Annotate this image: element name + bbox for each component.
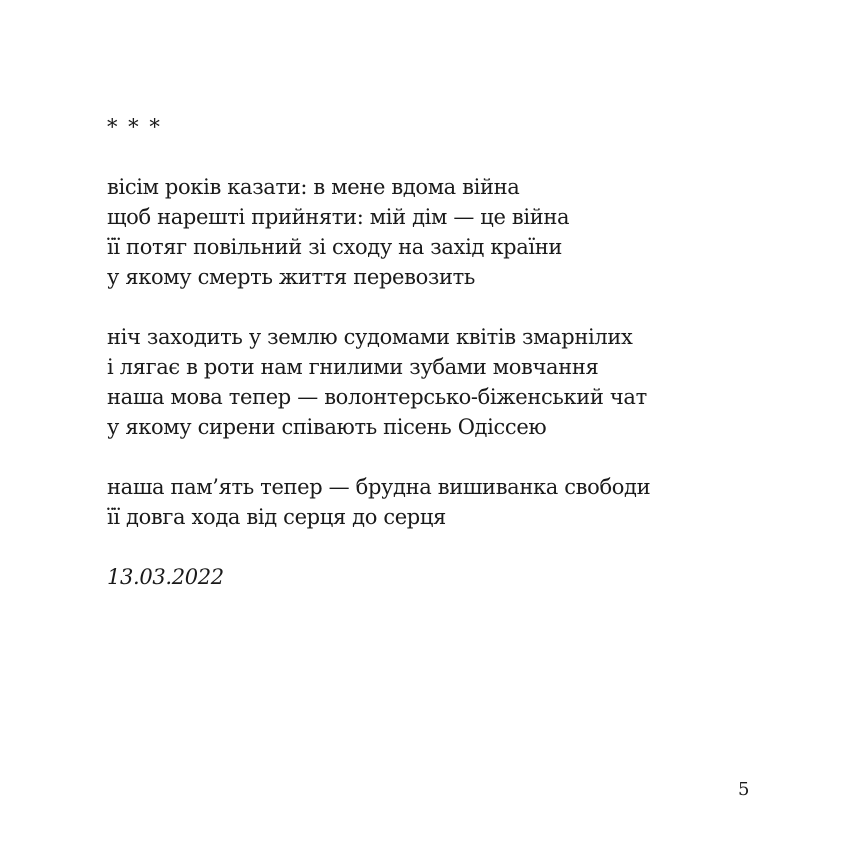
stanza-2 <box>107 322 747 442</box>
poem <box>107 112 747 592</box>
poem-line: у якому смерть життя перевозить <box>107 265 475 289</box>
poem-line: наша пам’ять тепер — брудна вишиванка свободи <box>107 475 651 499</box>
stanza-1 <box>107 172 747 292</box>
stanza-3 <box>107 472 747 532</box>
poem-line: її довга хода від серця до серця <box>107 505 446 529</box>
page-number: 5 <box>738 779 750 800</box>
poem-line: її потяг повільний зі сходу на захід країни <box>107 235 563 259</box>
poem-line: у якому сирени співають пісень Одіссею <box>107 415 547 439</box>
poem-line: вісім років казати: в мене вдома війна <box>107 175 520 199</box>
poem-line: ніч заходить у землю судомами квітів змарнілих <box>107 325 633 349</box>
poem-line: наша мова тепер — волонтерсько-біженський чат <box>107 385 647 409</box>
poem-line: щоб нарешті прийняти: мій дім — це війна <box>107 205 570 229</box>
section-separator: * * * <box>107 115 162 139</box>
poem-date: 13.03.2022 <box>107 565 224 589</box>
poem-line: і лягає в роти нам гнилими зубами мовчання <box>107 355 599 379</box>
